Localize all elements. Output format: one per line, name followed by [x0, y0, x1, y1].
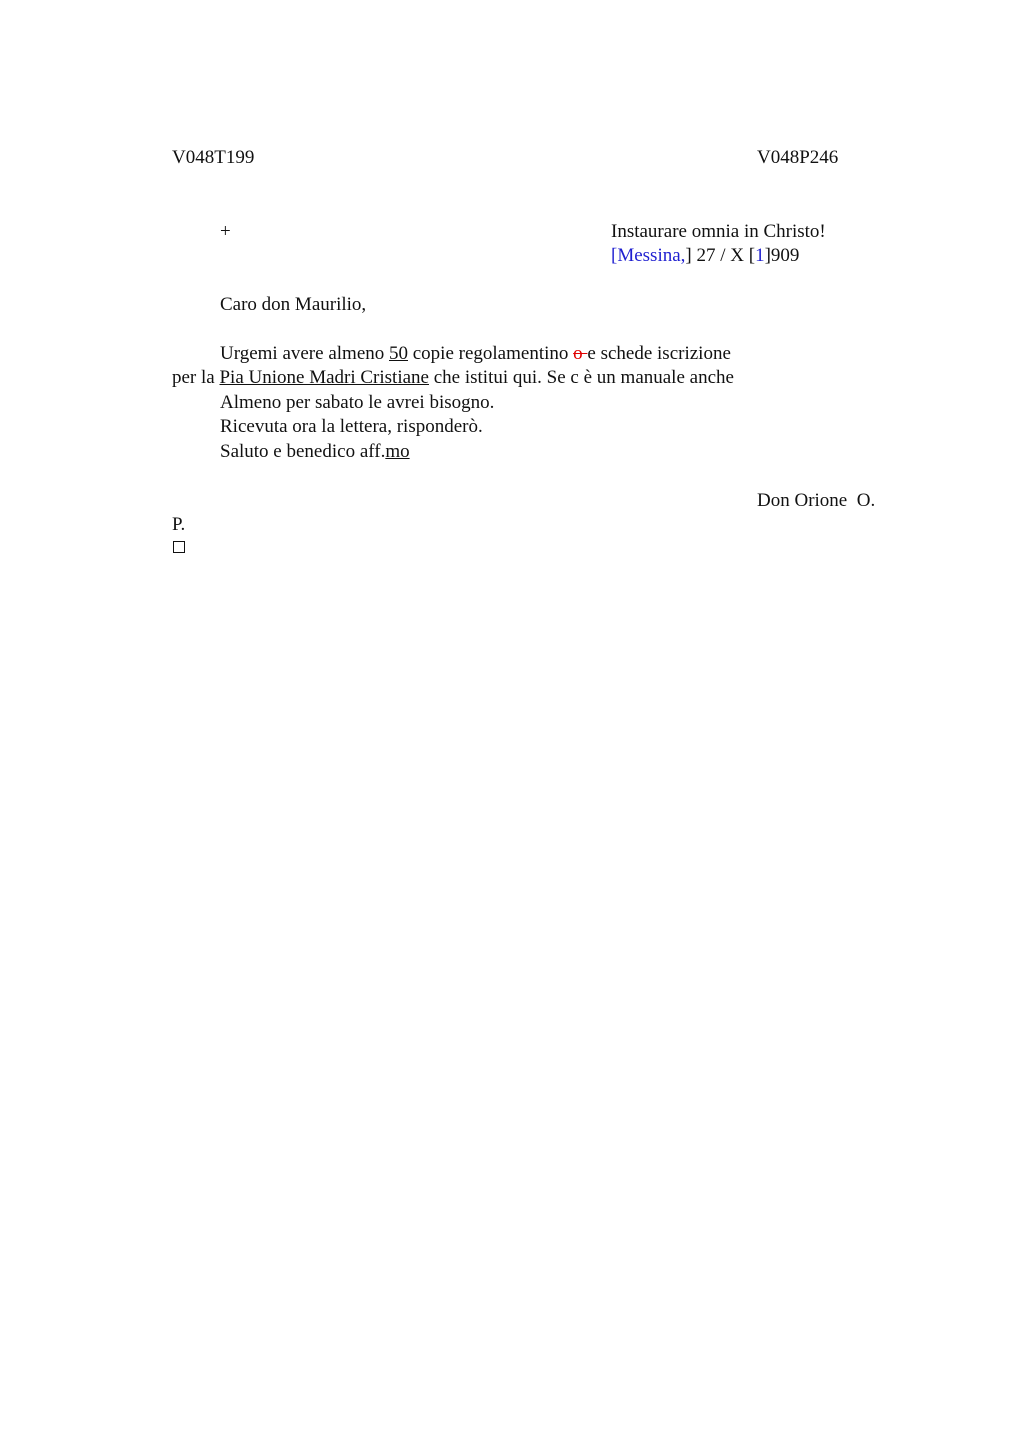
body-line-1-a: Urgemi avere almeno: [220, 343, 389, 364]
body-line-1-b: copie regolamentino: [408, 343, 574, 364]
body-line-4: Ricevuta ora la lettera, risponderò.: [220, 416, 483, 437]
body-line-2: [172, 367, 734, 389]
end-box-icon: [173, 541, 185, 553]
affectionate-abbrev: mo: [385, 441, 410, 462]
date-place: Messina,: [617, 245, 686, 266]
greeting: Caro don Maurilio,: [220, 294, 367, 315]
document-code-left: V048T199: [172, 147, 255, 168]
signature-continuation: P.: [172, 514, 186, 535]
body-line-2-a: per la: [172, 367, 220, 388]
signature: Don Orione O.: [757, 490, 876, 511]
body-line-3: Almeno per sabato le avrei bisogno.: [220, 392, 495, 413]
body-line-5-a: Saluto e benedico aff.: [220, 441, 386, 462]
body-line-1-c: e schede iscrizione: [587, 343, 731, 364]
body-line-1: [220, 343, 731, 365]
motto: Instaurare omnia in Christo!: [611, 221, 826, 242]
date-bracket-open: [: [611, 245, 618, 266]
deleted-text: o: [573, 343, 588, 364]
date-rest: ]909: [764, 245, 800, 266]
body-line-2-b: che istitui qui. Se c è un manuale anche: [428, 367, 734, 388]
date-middle: ] 27 / X [: [685, 245, 756, 266]
quantity-number: 50: [389, 343, 408, 364]
body-line-5: [220, 441, 410, 463]
date-line: [611, 245, 799, 267]
cross-symbol: +: [220, 221, 231, 242]
society-name: Pia Unione Madri Cristiane: [219, 367, 429, 388]
date-year-digit: 1: [755, 245, 765, 266]
page-code-right: V048P246: [757, 147, 839, 168]
